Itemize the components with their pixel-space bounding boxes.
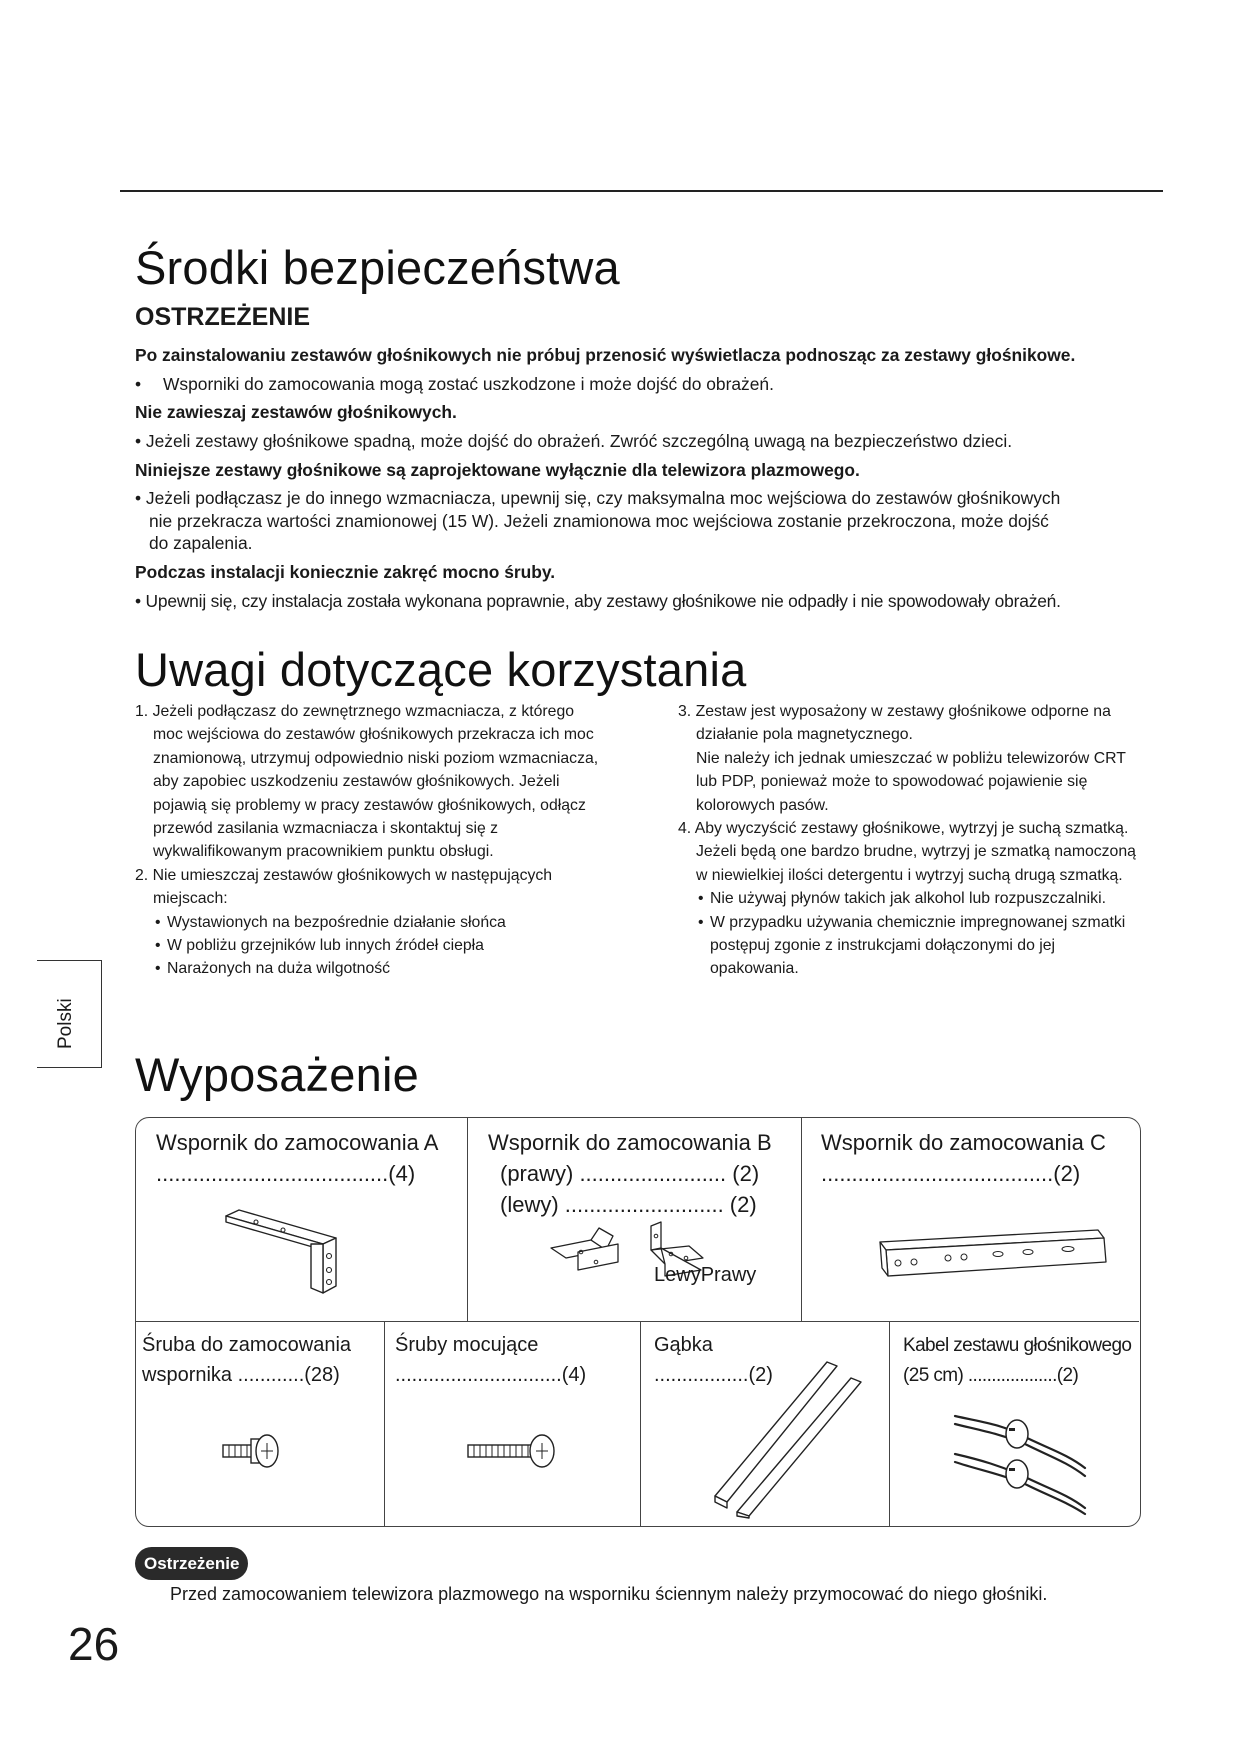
divider: [889, 1321, 890, 1526]
divider: [467, 1118, 468, 1321]
usage-item-4-sub-2: • W przypadku używania chemicznie impregnowanej szmatki postępuj zgonie z instrukcjami dołączonymi do jej opakowania.: [678, 911, 1148, 981]
bracket-b-labels: LewyPrawy: [654, 1264, 757, 1286]
page-number: 26: [68, 1618, 120, 1670]
usage-item-4-sub-1: • Nie używaj płynów takich jak alkohol lub rozpuszczalniki.: [678, 887, 1148, 910]
screw-mount-name: Śruba do zamocowania: [142, 1334, 352, 1356]
usage-item-3: 3. Zestaw jest wyposażony w zestawy głośnikowe odporne na działanie pola magnetycznego.: [678, 703, 1111, 744]
sponge-qty: .................(2): [654, 1364, 773, 1386]
safety-item-2: • Jeżeli zestawy głośnikowe spadną, może dojść do obrażeń. Zwróć szczególną uwagą na bezpieczeństwo dzieci.: [135, 430, 1013, 451]
usage-title: Uwagi dotyczące korzystania: [135, 643, 747, 696]
divider: [384, 1321, 385, 1526]
screw-mount-image: [221, 1433, 291, 1469]
usage-right-column: [678, 700, 1148, 981]
warning-note: Przed zamocowaniem telewizora plazmowego na wsporniku ściennym należy przymocować do niego głośniki.: [170, 1584, 1048, 1604]
usage-item-2: 2. Nie umieszczaj zestawów głośnikowych w następujących miejscach:: [135, 866, 553, 908]
bracket-c-qty: ......................................(2): [821, 1161, 1081, 1186]
bracket-b-left: (lewy) .......................... (2): [500, 1192, 757, 1217]
safety-title: Środki bezpieczeństwa: [135, 241, 620, 294]
screw-mount-qty: wspornika ............(28): [142, 1364, 340, 1386]
safety-section: [135, 344, 1165, 612]
bracket-c-name: Wspornik do zamocowania C: [821, 1130, 1106, 1155]
divider: [136, 1321, 1139, 1322]
sponge-image: [711, 1358, 866, 1518]
language-tab: [37, 960, 102, 1068]
usage-left-column: [135, 700, 605, 981]
safety-bold-1: Po zainstalowaniu zestawów głośnikowych nie próbuj przenosić wyświetlacza podnosząc za zestawy głośnikowe.: [135, 345, 1076, 365]
safety-bold-4: Podczas instalacji koniecznie zakręć mocno śruby.: [135, 562, 556, 582]
sponge-name: Gąbka: [654, 1334, 713, 1356]
usage-item-2-sub-3: • Narażonych na duża wilgotność: [135, 957, 605, 980]
screw-fix-qty: ..............................(4): [395, 1364, 587, 1386]
bracket-a-image: [221, 1208, 371, 1303]
screw-fix-image: [466, 1433, 561, 1469]
divider: [801, 1118, 802, 1321]
safety-item-4: • Upewnij się, czy instalacja została wykonana poprawnie, aby zestawy głośnikowe nie odpadły i nie spowodowały obrażeń.: [135, 590, 1061, 611]
cable-qty: (25 cm) ...................(2): [903, 1365, 1079, 1386]
usage-item-1: 1. Jeżeli podłączasz do zewnętrznego wzmacniacza, z którego moc wejściowa do zestawów głośnikowych przekracza ich moc znamionową, utrzymuj odpowiednio niski poziom wzmacniacza, aby zapobiec uszkodzeniu zestawów głośnikowych. Jeżeli pojawią się problemy w pracy zestawów głośnikowych, odłącz przewód zasilania wzmacniacza i skontaktuj się z wykwalifikowanym pracownikiem punktu obsługi.: [135, 703, 599, 861]
accessories-table: [135, 1117, 1141, 1527]
usage-item-2-sub-2: • W pobliżu grzejników lub innych źródeł ciepła: [135, 934, 605, 957]
bracket-c-image: [878, 1228, 1108, 1288]
bracket-b-right: (prawy) ........................ (2): [500, 1161, 760, 1186]
cable-image: [951, 1408, 1091, 1518]
accessories-title: Wyposażenie: [135, 1048, 419, 1101]
cable-name: Kabel zestawu głośnikowego: [903, 1335, 1132, 1356]
language-tab-label: Polski: [55, 998, 76, 1049]
warning-badge: Ostrzeżenie: [135, 1547, 248, 1580]
safety-bold-2: Nie zawieszaj zestawów głośnikowych.: [135, 402, 457, 423]
usage-item-4: 4. Aby wyczyścić zestawy głośnikowe, wytrzyj je suchą szmatką. Jeżeli będą one bardzo brudne, wytrzyj je szmatką namoczoną w niewielkiej ilości detergentu i wytrzyj suchą drugą szmatką.: [678, 820, 1136, 884]
usage-item-3-cont: Nie należy ich jednak umieszczać w pobliżu telewizorów CRT lub PDP, ponieważ może to spowodować pojawienie się kolorowych pasów.: [696, 749, 1126, 814]
divider: [640, 1321, 641, 1526]
safety-item-1: • Wsporniki do zamocowania mogą zostać uszkodzone i może dojść do obrażeń.: [135, 373, 774, 394]
safety-bold-3: Niniejsze zestawy głośnikowe są zaprojektowane wyłącznie dla telewizora plazmowego.: [135, 459, 860, 480]
screw-fix-name: Śruby mocujące: [395, 1334, 539, 1356]
usage-item-2-sub-1: • Wystawionych na bezpośrednie działanie słońca: [135, 911, 605, 934]
safety-item-3: • Jeżeli podłączasz je do innego wzmacniacza, upewnij się, czy maksymalna moc wejściowa do zestawów głośnikowych nie przekracza wartości znamionowej (15 W). Jeżeli znamionowa moc wejściowa zostanie przekroczona, może dojść do zapalenia.: [135, 488, 1061, 554]
warning-heading: OSTRZEŻENIE: [135, 303, 311, 331]
bracket-a-name: Wspornik do zamocowania A: [156, 1130, 439, 1155]
bracket-a-qty: ......................................(4): [156, 1161, 416, 1186]
top-rule: [120, 190, 1163, 192]
bracket-b-name: Wspornik do zamocowania B: [488, 1130, 772, 1155]
